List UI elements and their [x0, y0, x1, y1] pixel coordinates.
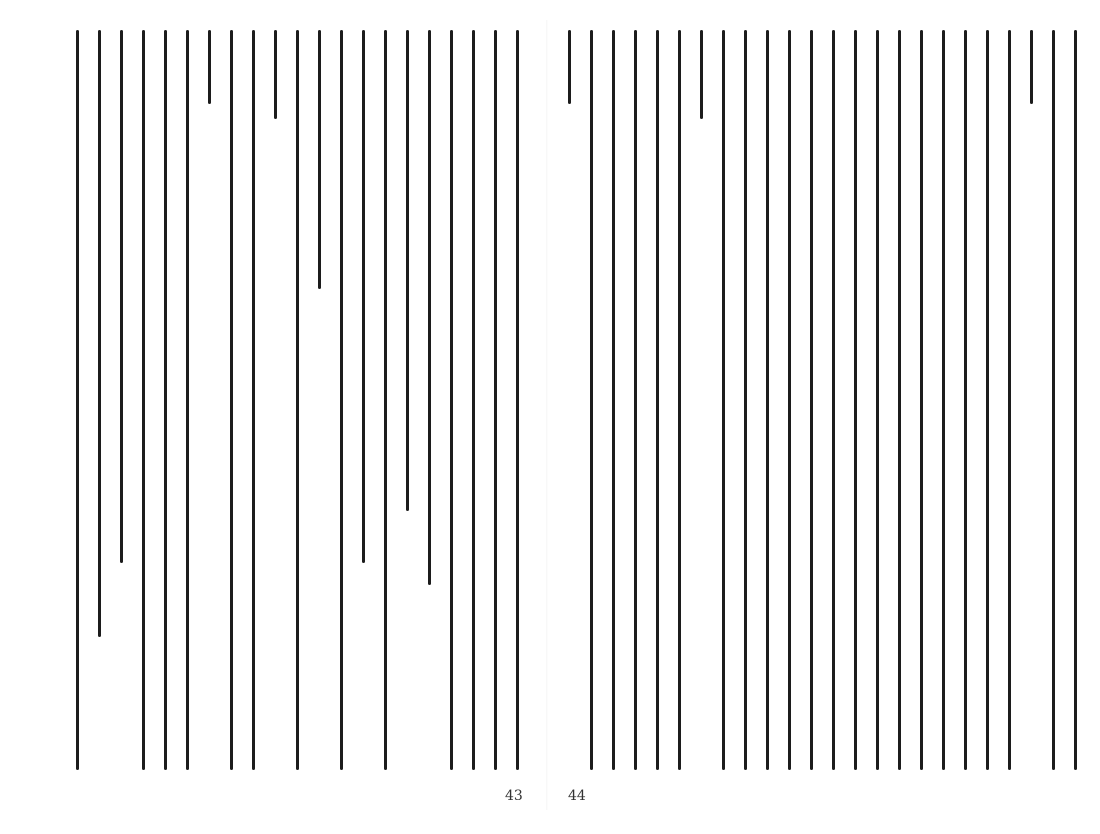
text-column: [826, 30, 840, 770]
left-page: [0, 0, 548, 834]
text-column: [444, 30, 458, 770]
text-column: [848, 30, 862, 770]
text-column: [466, 30, 480, 770]
text-column: [70, 30, 84, 770]
text-column: [378, 30, 392, 770]
text-column: [650, 30, 664, 770]
text-column: [760, 30, 774, 770]
text-column: [180, 30, 194, 770]
text-column: [1068, 30, 1082, 770]
text-column: [158, 30, 172, 770]
text-column: [290, 30, 304, 770]
text-column: [562, 30, 576, 770]
text-column: [804, 30, 818, 770]
page-number: 44: [568, 788, 586, 804]
text-column: [782, 30, 796, 770]
text-column: [202, 30, 216, 770]
text-column: [628, 30, 642, 770]
text-column: [892, 30, 906, 770]
text-column: [958, 30, 972, 770]
text-column: [672, 30, 686, 770]
text-column: [246, 30, 260, 770]
text-column: [334, 30, 348, 770]
text-column: [584, 30, 598, 770]
text-column: [1046, 30, 1060, 770]
text-column: [936, 30, 950, 770]
right-page: [548, 0, 1100, 834]
text-column: [136, 30, 150, 770]
text-column: [1002, 30, 1016, 770]
text-column: [92, 30, 106, 770]
text-column: [312, 30, 326, 770]
text-column: [870, 30, 884, 770]
page-number: 43: [505, 788, 523, 804]
text-column: [694, 30, 708, 770]
text-column: [606, 30, 620, 770]
text-column: [510, 30, 524, 770]
text-column: [1024, 30, 1038, 770]
text-column: [914, 30, 928, 770]
text-column: [356, 30, 370, 770]
text-column: [738, 30, 752, 770]
text-column: [224, 30, 238, 770]
text-column: [488, 30, 502, 770]
text-column: [716, 30, 730, 770]
text-column: [114, 30, 128, 770]
text-column: [400, 30, 414, 770]
text-column: [980, 30, 994, 770]
text-column: [422, 30, 436, 770]
text-column: [268, 30, 282, 770]
